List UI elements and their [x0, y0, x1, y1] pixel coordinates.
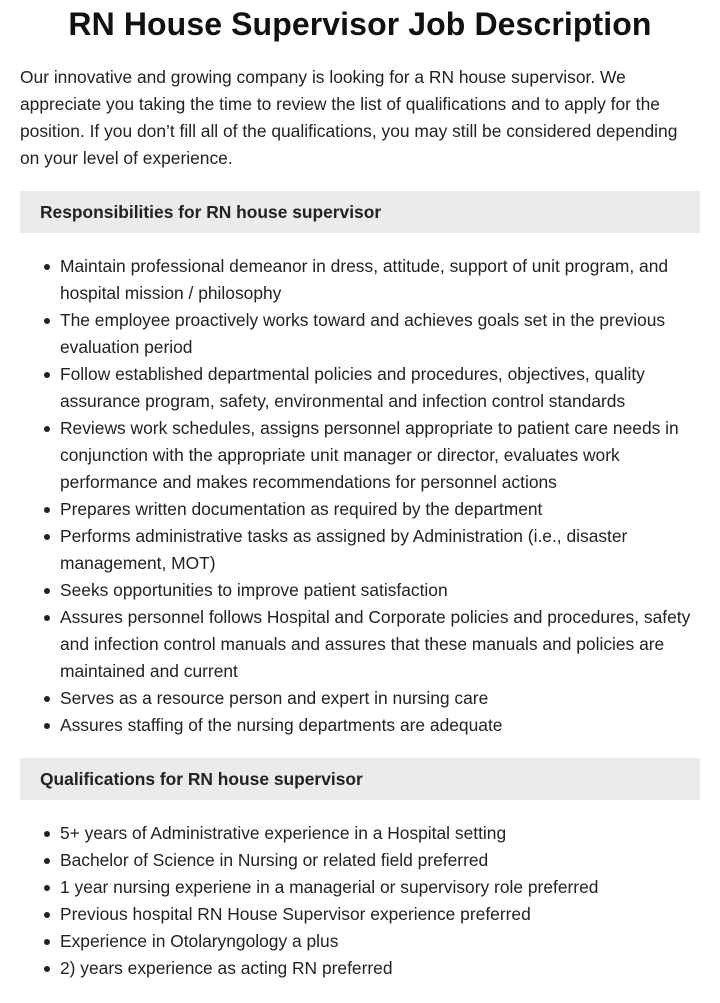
- responsibilities-heading: Responsibilities for RN house supervisor: [20, 191, 700, 233]
- list-item: Seeks opportunities to improve patient satisfaction: [60, 577, 700, 604]
- intro-paragraph: Our innovative and growing company is looking for a RN house supervisor. We appreciate you taking the time to review the list of qualifications and to apply for the position. If you don’t fill all of the qualifications, you may still be considered depending on your level of experience.: [20, 67, 678, 168]
- list-item: Prepares written documentation as required by the department: [60, 496, 700, 523]
- qualifications-list: [20, 800, 700, 982]
- list-item: Bachelor of Science in Nursing or related field preferred: [60, 847, 700, 874]
- list-item: Maintain professional demeanor in dress, attitude, support of unit program, and hospital mission / philosophy: [60, 253, 700, 307]
- list-item: Reviews work schedules, assigns personnel appropriate to patient care needs in conjunction with the appropriate unit manager or director, evaluates work performance and makes recommendations for personnel actions: [60, 415, 700, 496]
- qualifications-heading: Qualifications for RN house supervisor: [20, 758, 700, 800]
- list-item: The employee proactively works toward and achieves goals set in the previous evaluation period: [60, 307, 700, 361]
- list-item: Serves as a resource person and expert in nursing care: [60, 685, 700, 712]
- list-item: Previous hospital RN House Supervisor experience preferred: [60, 901, 700, 928]
- list-item: Assures staffing of the nursing departments are adequate: [60, 712, 700, 739]
- responsibilities-list: [20, 233, 700, 739]
- list-item: 5+ years of Administrative experience in a Hospital setting: [60, 820, 700, 847]
- list-item: 1 year nursing experiene in a managerial or supervisory role preferred: [60, 874, 700, 901]
- list-item: Experience in Otolaryngology a plus: [60, 928, 700, 955]
- list-item: 2) years experience as acting RN preferred: [60, 955, 700, 982]
- list-item: Follow established departmental policies and procedures, objectives, quality assurance program, safety, environmental and infection control standards: [60, 361, 700, 415]
- list-item: Assures personnel follows Hospital and Corporate policies and procedures, safety and infection control manuals and assures that these manuals and policies are maintained and current: [60, 604, 700, 685]
- list-item: Performs administrative tasks as assigned by Administration (i.e., disaster management, MOT): [60, 523, 700, 577]
- page-title: RN House Supervisor Job Description: [68, 6, 652, 42]
